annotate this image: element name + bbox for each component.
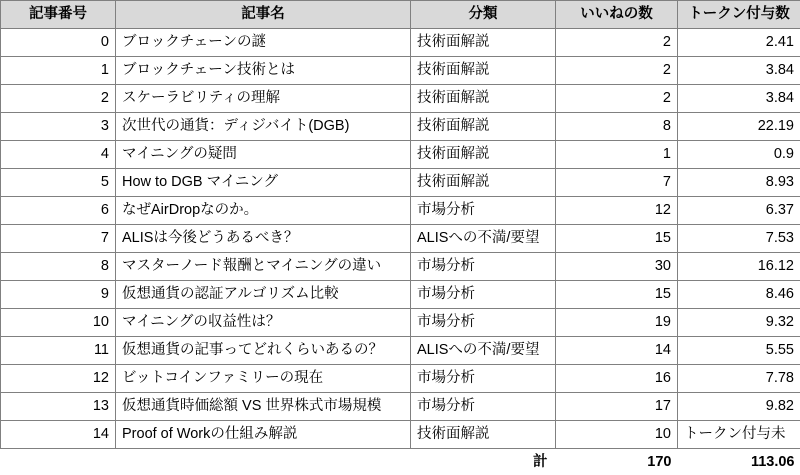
table-row xyxy=(1,29,800,57)
cell-tokens: 8.46 xyxy=(678,281,800,309)
cell-likes: 2 xyxy=(556,57,678,85)
cell-tokens: 22.19 xyxy=(678,113,800,141)
column-header-tokens: トークン付与数 xyxy=(678,1,800,29)
cell-likes: 10 xyxy=(556,421,678,449)
cell-likes: 8 xyxy=(556,113,678,141)
cell-tokens: 3.84 xyxy=(678,57,800,85)
cell-likes: 17 xyxy=(556,393,678,421)
table-row xyxy=(1,337,800,365)
cell-tokens: 2.41 xyxy=(678,29,800,57)
total-tokens: 113.06 xyxy=(678,449,800,475)
cell-category: 技術面解説 xyxy=(411,169,556,197)
cell-category: ALISへの不満/要望 xyxy=(411,337,556,365)
cell-article-number: 5 xyxy=(1,169,116,197)
cell-tokens: 0.9 xyxy=(678,141,800,169)
column-header-category: 分類 xyxy=(411,1,556,29)
cell-likes: 15 xyxy=(556,281,678,309)
column-header-article-number: 記事番号 xyxy=(1,1,116,29)
column-header-likes: いいねの数 xyxy=(556,1,678,29)
cell-likes: 2 xyxy=(556,29,678,57)
cell-article-title: Proof of Workの仕組み解説 xyxy=(116,421,411,449)
cell-likes: 19 xyxy=(556,309,678,337)
cell-article-number: 3 xyxy=(1,113,116,141)
cell-article-number: 9 xyxy=(1,281,116,309)
cell-article-title: How to DGB マイニング xyxy=(116,169,411,197)
table-row xyxy=(1,113,800,141)
cell-likes: 16 xyxy=(556,365,678,393)
cell-category: 市場分析 xyxy=(411,281,556,309)
cell-likes: 2 xyxy=(556,85,678,113)
table-row xyxy=(1,57,800,85)
table-header xyxy=(1,1,800,29)
cell-tokens: 3.84 xyxy=(678,85,800,113)
table-row xyxy=(1,393,800,421)
total-spacer-2 xyxy=(116,449,411,475)
table-row xyxy=(1,225,800,253)
cell-likes: 14 xyxy=(556,337,678,365)
cell-article-number: 10 xyxy=(1,309,116,337)
cell-article-number: 2 xyxy=(1,85,116,113)
cell-likes: 1 xyxy=(556,141,678,169)
cell-article-number: 0 xyxy=(1,29,116,57)
cell-category: 技術面解説 xyxy=(411,113,556,141)
cell-tokens-note: トークン付与未 xyxy=(678,421,800,449)
table-row xyxy=(1,421,800,449)
table-row xyxy=(1,365,800,393)
cell-tokens: 16.12 xyxy=(678,253,800,281)
cell-article-title: 次世代の通貨：ディジバイト(DGB) xyxy=(116,113,411,141)
total-spacer-1 xyxy=(1,449,116,475)
cell-article-title: ビットコインファミリーの現在 xyxy=(116,365,411,393)
total-label: 計 xyxy=(411,449,556,475)
cell-category: 市場分析 xyxy=(411,253,556,281)
table-row xyxy=(1,141,800,169)
cell-article-title: マイニングの疑問 xyxy=(116,141,411,169)
cell-article-title: なぜAirDropなのか。 xyxy=(116,197,411,225)
cell-article-title: マイニングの収益性は？ xyxy=(116,309,411,337)
table-row xyxy=(1,253,800,281)
cell-tokens: 9.82 xyxy=(678,393,800,421)
cell-article-number: 11 xyxy=(1,337,116,365)
cell-category: 市場分析 xyxy=(411,393,556,421)
cell-tokens: 7.78 xyxy=(678,365,800,393)
cell-tokens: 8.93 xyxy=(678,169,800,197)
table-row xyxy=(1,169,800,197)
cell-article-number: 6 xyxy=(1,197,116,225)
cell-category: 市場分析 xyxy=(411,197,556,225)
cell-article-title: 仮想通貨の記事ってどれくらいあるの？ xyxy=(116,337,411,365)
table-row xyxy=(1,197,800,225)
cell-article-title: ALISは今後どうあるべき？ xyxy=(116,225,411,253)
cell-article-number: 13 xyxy=(1,393,116,421)
table-row xyxy=(1,281,800,309)
cell-category: 市場分析 xyxy=(411,365,556,393)
cell-article-title: 仮想通貨時価総額 VS 世界株式市場規模 xyxy=(116,393,411,421)
cell-likes: 7 xyxy=(556,169,678,197)
cell-article-number: 7 xyxy=(1,225,116,253)
cell-likes: 15 xyxy=(556,225,678,253)
cell-category: 技術面解説 xyxy=(411,57,556,85)
cell-likes: 12 xyxy=(556,197,678,225)
cell-tokens: 6.37 xyxy=(678,197,800,225)
cell-article-title: ブロックチェーンの謎 xyxy=(116,29,411,57)
cell-tokens: 9.32 xyxy=(678,309,800,337)
total-likes: 170 xyxy=(556,449,678,475)
table-row xyxy=(1,309,800,337)
cell-article-number: 12 xyxy=(1,365,116,393)
cell-category: 技術面解説 xyxy=(411,141,556,169)
cell-article-title: ブロックチェーン技術とは xyxy=(116,57,411,85)
cell-category: 技術面解説 xyxy=(411,421,556,449)
cell-tokens: 5.55 xyxy=(678,337,800,365)
cell-tokens: 7.53 xyxy=(678,225,800,253)
table-body xyxy=(1,29,800,475)
cell-category: 技術面解説 xyxy=(411,29,556,57)
total-row xyxy=(1,449,800,475)
cell-likes: 30 xyxy=(556,253,678,281)
cell-article-number: 4 xyxy=(1,141,116,169)
cell-article-number: 8 xyxy=(1,253,116,281)
column-header-article-title: 記事名 xyxy=(116,1,411,29)
cell-article-title: 仮想通貨の認証アルゴリズム比較 xyxy=(116,281,411,309)
cell-category: 技術面解説 xyxy=(411,85,556,113)
cell-article-title: マスターノード報酬とマイニングの違い xyxy=(116,253,411,281)
cell-article-title: スケーラビリティの理解 xyxy=(116,85,411,113)
cell-article-number: 1 xyxy=(1,57,116,85)
table-row xyxy=(1,85,800,113)
header-row xyxy=(1,1,800,29)
cell-article-number: 14 xyxy=(1,421,116,449)
cell-category: 市場分析 xyxy=(411,309,556,337)
cell-category: ALISへの不満/要望 xyxy=(411,225,556,253)
